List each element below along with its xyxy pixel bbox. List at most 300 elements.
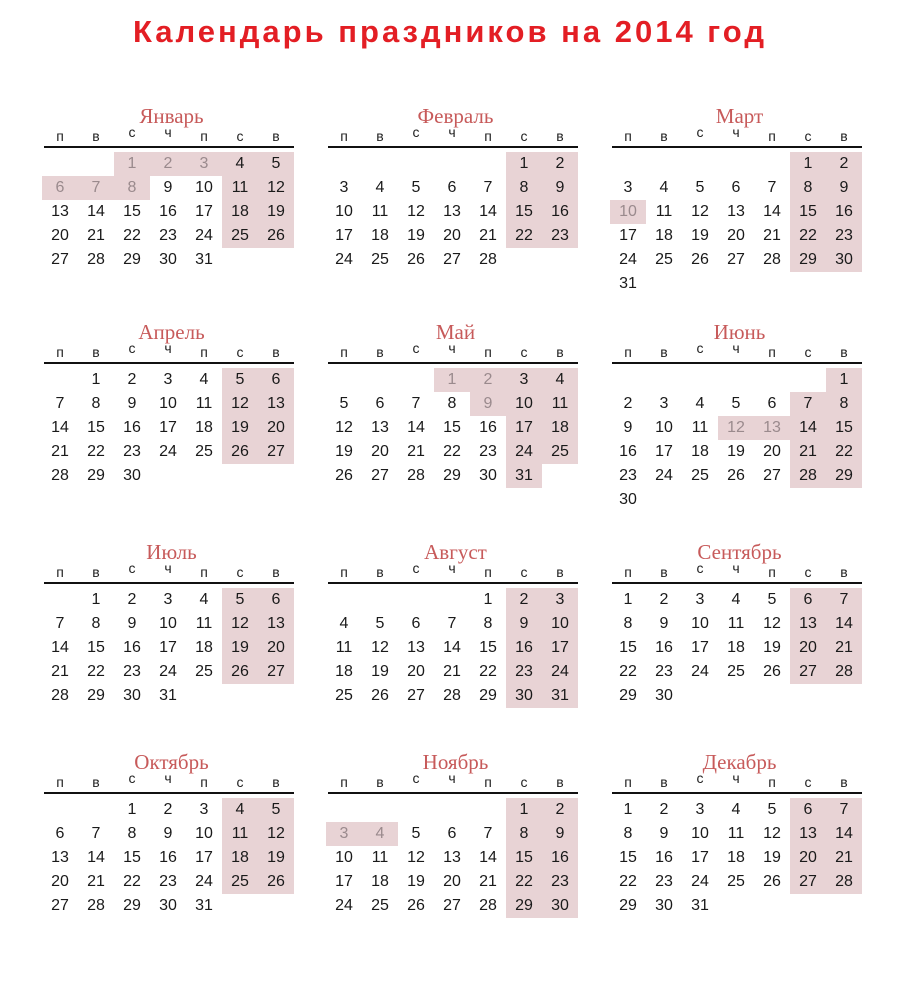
month-name: Ноябрь: [422, 750, 489, 774]
day-number: 28: [763, 251, 781, 268]
day-number: 9: [163, 179, 173, 196]
weekday-label: с: [236, 128, 244, 144]
weekday-label: п: [340, 774, 348, 790]
weekday-label: п: [768, 564, 776, 580]
holiday-day: 21: [799, 443, 817, 460]
weekday-label: с: [236, 344, 244, 360]
day-number: 22: [87, 443, 105, 460]
day-number: 2: [659, 801, 669, 818]
day-number: 25: [727, 663, 745, 680]
day-number: 15: [619, 849, 637, 866]
weekday-label: п: [200, 128, 208, 144]
day-number: 5: [375, 615, 385, 632]
weekday-label: с: [236, 564, 244, 580]
day-number: 31: [195, 897, 213, 914]
weekday-label: ч: [448, 560, 456, 576]
day-number: 24: [159, 663, 177, 680]
day-number: 22: [619, 873, 637, 890]
holiday-day: 23: [515, 663, 533, 680]
day-number: 25: [691, 467, 709, 484]
weekday-label: с: [804, 128, 812, 144]
holiday-day: 17: [515, 419, 533, 436]
day-number: 14: [479, 203, 497, 220]
day-number: 24: [195, 873, 213, 890]
day-number: 17: [195, 849, 213, 866]
weekday-label: в: [272, 128, 280, 144]
holiday-day: 20: [799, 849, 817, 866]
header-rule: [328, 792, 578, 794]
day-number: 13: [443, 203, 461, 220]
header-rule: [44, 792, 294, 794]
holiday-day: 1: [519, 155, 529, 172]
day-number: 7: [411, 395, 421, 412]
day-number: 29: [619, 897, 637, 914]
day-number: 3: [659, 395, 669, 412]
day-number: 11: [655, 203, 673, 220]
holiday-day: 19: [267, 849, 285, 866]
day-number: 22: [479, 663, 497, 680]
day-number: 9: [127, 615, 137, 632]
day-number: 14: [87, 849, 105, 866]
holiday-day: 12: [231, 615, 249, 632]
holiday-day: 2: [519, 591, 529, 608]
month-calendar: [328, 320, 583, 530]
month-calendar: [612, 104, 867, 314]
holiday-day: 30: [551, 897, 569, 914]
day-number: 9: [659, 825, 669, 842]
holiday-day: 6: [803, 801, 813, 818]
month-name: Июнь: [713, 320, 766, 344]
holiday-day: 2: [555, 801, 565, 818]
day-number: 12: [691, 203, 709, 220]
holiday-day: 15: [515, 203, 533, 220]
day-number: 20: [407, 663, 425, 680]
day-number: 1: [623, 591, 633, 608]
weekday-label: п: [624, 128, 632, 144]
month-name: Май: [435, 320, 476, 344]
weekday-label: ч: [164, 124, 172, 140]
holiday-day: 9: [483, 395, 493, 412]
header-rule: [612, 582, 862, 584]
month-name: Декабрь: [702, 750, 777, 774]
month-name: Март: [715, 104, 764, 128]
header-rule: [328, 582, 578, 584]
day-number: 4: [731, 591, 741, 608]
weekday-label: в: [556, 774, 564, 790]
day-number: 25: [195, 443, 213, 460]
weekday-label: п: [340, 128, 348, 144]
day-number: 21: [479, 873, 497, 890]
weekday-label: с: [696, 340, 704, 356]
day-number: 3: [695, 591, 705, 608]
day-number: 4: [375, 179, 385, 196]
day-number: 27: [727, 251, 745, 268]
holiday-day: 5: [235, 371, 245, 388]
day-number: 17: [691, 849, 709, 866]
day-number: 24: [691, 663, 709, 680]
weekday-label: п: [340, 344, 348, 360]
weekday-label: ч: [164, 340, 172, 356]
day-number: 26: [371, 687, 389, 704]
day-number: 3: [623, 179, 633, 196]
holiday-day: 22: [515, 227, 533, 244]
day-number: 11: [691, 419, 709, 436]
weekday-label: ч: [448, 770, 456, 786]
day-number: 14: [51, 639, 69, 656]
weekday-label: в: [660, 564, 668, 580]
day-number: 6: [767, 395, 777, 412]
day-number: 8: [623, 615, 633, 632]
day-number: 30: [159, 251, 177, 268]
day-number: 16: [123, 639, 141, 656]
holiday-day: 3: [199, 155, 209, 172]
day-number: 18: [371, 227, 389, 244]
holiday-day: 29: [515, 897, 533, 914]
day-number: 21: [479, 227, 497, 244]
header-rule: [44, 146, 294, 148]
weekday-label: ч: [448, 340, 456, 356]
day-number: 30: [479, 467, 497, 484]
day-number: 16: [655, 639, 673, 656]
holiday-day: 23: [835, 227, 853, 244]
day-number: 26: [763, 663, 781, 680]
holiday-day: 24: [515, 443, 533, 460]
day-number: 19: [727, 443, 745, 460]
weekday-label: в: [556, 128, 564, 144]
weekday-label: с: [412, 340, 420, 356]
day-number: 22: [87, 663, 105, 680]
weekday-label: п: [200, 774, 208, 790]
day-number: 13: [371, 419, 389, 436]
day-number: 15: [87, 419, 105, 436]
day-number: 11: [727, 825, 745, 842]
day-number: 30: [123, 467, 141, 484]
holiday-day: 26: [231, 663, 249, 680]
holiday-day: 12: [267, 179, 285, 196]
day-number: 4: [339, 615, 349, 632]
day-number: 7: [91, 825, 101, 842]
day-number: 2: [163, 801, 173, 818]
weekday-label: п: [768, 128, 776, 144]
holiday-day: 14: [835, 615, 853, 632]
month-calendar: [328, 750, 583, 960]
holiday-day: 9: [555, 825, 565, 842]
weekday-label: в: [660, 128, 668, 144]
month-name: Февраль: [417, 104, 494, 128]
day-number: 23: [123, 443, 141, 460]
day-number: 30: [655, 897, 673, 914]
holiday-day: 12: [267, 825, 285, 842]
holiday-day: 22: [515, 873, 533, 890]
month-calendar: [612, 540, 867, 750]
day-number: 26: [335, 467, 353, 484]
day-number: 1: [91, 371, 101, 388]
month-calendar: [44, 320, 299, 530]
holiday-day: 23: [551, 873, 569, 890]
holiday-day: 27: [267, 663, 285, 680]
day-number: 5: [695, 179, 705, 196]
day-number: 27: [51, 251, 69, 268]
page-title: Календарь праздников на 2014 год: [132, 14, 768, 49]
day-number: 17: [619, 227, 637, 244]
day-number: 20: [443, 873, 461, 890]
day-number: 8: [127, 825, 137, 842]
day-number: 29: [87, 687, 105, 704]
day-number: 14: [443, 639, 461, 656]
holiday-day: 10: [551, 615, 569, 632]
holiday-day: 14: [835, 825, 853, 842]
day-number: 31: [691, 897, 709, 914]
holiday-day: 5: [235, 591, 245, 608]
day-number: 17: [159, 639, 177, 656]
day-number: 20: [51, 873, 69, 890]
day-number: 10: [159, 615, 177, 632]
holiday-day: 1: [803, 155, 813, 172]
day-number: 10: [655, 419, 673, 436]
day-number: 8: [623, 825, 633, 842]
day-number: 16: [159, 203, 177, 220]
day-number: 1: [483, 591, 493, 608]
day-number: 26: [407, 897, 425, 914]
weekday-label: п: [56, 564, 64, 580]
holiday-day: 1: [839, 371, 849, 388]
day-number: 19: [763, 849, 781, 866]
weekday-label: в: [92, 774, 100, 790]
weekday-label: в: [840, 128, 848, 144]
weekday-label: ч: [164, 770, 172, 786]
day-number: 25: [335, 687, 353, 704]
day-number: 1: [623, 801, 633, 818]
weekday-label: п: [768, 344, 776, 360]
weekday-label: ч: [732, 560, 740, 576]
day-number: 8: [483, 615, 493, 632]
day-number: 23: [159, 873, 177, 890]
day-number: 30: [123, 687, 141, 704]
day-number: 10: [691, 825, 709, 842]
holiday-day: 19: [231, 419, 249, 436]
holiday-day: 24: [551, 663, 569, 680]
day-number: 30: [159, 897, 177, 914]
weekday-label: п: [200, 344, 208, 360]
day-number: 12: [371, 639, 389, 656]
day-number: 27: [51, 897, 69, 914]
day-number: 28: [479, 897, 497, 914]
month-name: Август: [424, 540, 487, 564]
day-number: 6: [447, 825, 457, 842]
day-number: 8: [91, 395, 101, 412]
holiday-day: 31: [551, 687, 569, 704]
day-number: 23: [123, 663, 141, 680]
day-number: 16: [619, 443, 637, 460]
month-name: Сентябрь: [697, 540, 782, 564]
holiday-day: 11: [231, 179, 249, 196]
holiday-day: 27: [267, 443, 285, 460]
holiday-day: 31: [515, 467, 533, 484]
holiday-day: 9: [555, 179, 565, 196]
day-number: 11: [195, 615, 213, 632]
weekday-label: с: [412, 770, 420, 786]
weekday-label: с: [804, 564, 812, 580]
day-number: 20: [443, 227, 461, 244]
day-number: 2: [127, 591, 137, 608]
weekday-label: п: [56, 128, 64, 144]
day-number: 2: [127, 371, 137, 388]
holiday-day: 12: [727, 419, 745, 436]
day-number: 5: [767, 591, 777, 608]
weekday-label: п: [624, 344, 632, 360]
month-calendar: [328, 104, 583, 314]
weekday-label: в: [272, 564, 280, 580]
day-number: 23: [655, 873, 673, 890]
header-rule: [612, 362, 862, 364]
holiday-day: 26: [267, 227, 285, 244]
month-calendar: [612, 320, 867, 530]
day-number: 31: [195, 251, 213, 268]
day-number: 26: [763, 873, 781, 890]
day-number: 4: [695, 395, 705, 412]
month-name: Октябрь: [134, 750, 209, 774]
weekday-label: в: [92, 564, 100, 580]
day-number: 24: [195, 227, 213, 244]
holiday-day: 2: [839, 155, 849, 172]
holiday-day: 26: [267, 873, 285, 890]
month-name: Январь: [139, 104, 204, 128]
day-number: 20: [371, 443, 389, 460]
day-number: 15: [87, 639, 105, 656]
holiday-day: 9: [839, 179, 849, 196]
weekday-label: п: [624, 774, 632, 790]
day-number: 19: [407, 227, 425, 244]
day-number: 13: [51, 849, 69, 866]
day-number: 3: [339, 179, 349, 196]
day-number: 24: [159, 443, 177, 460]
day-number: 3: [163, 591, 173, 608]
day-number: 11: [195, 395, 213, 412]
day-number: 5: [411, 825, 421, 842]
holiday-day: 15: [515, 849, 533, 866]
holiday-day: 3: [519, 371, 529, 388]
holiday-day: 29: [835, 467, 853, 484]
day-number: 4: [199, 591, 209, 608]
day-number: 3: [199, 801, 209, 818]
weekday-label: в: [376, 128, 384, 144]
holiday-day: 9: [519, 615, 529, 632]
day-number: 19: [335, 443, 353, 460]
holiday-day: 27: [799, 873, 817, 890]
holiday-day: 14: [799, 419, 817, 436]
holiday-day: 4: [375, 825, 385, 842]
weekday-label: в: [272, 774, 280, 790]
day-number: 6: [447, 179, 457, 196]
day-number: 7: [767, 179, 777, 196]
day-number: 7: [483, 179, 493, 196]
day-number: 17: [159, 419, 177, 436]
day-number: 24: [691, 873, 709, 890]
day-number: 18: [727, 639, 745, 656]
weekday-label: п: [484, 564, 492, 580]
day-number: 14: [763, 203, 781, 220]
holiday-day: 10: [515, 395, 533, 412]
holiday-day: 2: [555, 155, 565, 172]
holiday-day: 7: [91, 179, 101, 196]
weekday-label: в: [840, 564, 848, 580]
weekday-label: п: [768, 774, 776, 790]
holiday-day: 5: [271, 155, 281, 172]
holiday-day: 28: [835, 663, 853, 680]
holiday-day: 1: [447, 371, 457, 388]
holiday-day: 8: [519, 825, 529, 842]
day-number: 17: [195, 203, 213, 220]
day-number: 22: [123, 873, 141, 890]
day-number: 17: [335, 873, 353, 890]
holiday-day: 16: [551, 849, 569, 866]
day-number: 15: [479, 639, 497, 656]
weekday-label: с: [696, 560, 704, 576]
day-number: 1: [127, 801, 137, 818]
weekday-label: в: [92, 344, 100, 360]
day-number: 17: [691, 639, 709, 656]
holiday-day: 15: [835, 419, 853, 436]
holiday-day: 4: [555, 371, 565, 388]
holiday-day: 11: [551, 395, 569, 412]
header-rule: [44, 582, 294, 584]
day-number: 10: [691, 615, 709, 632]
day-number: 25: [195, 663, 213, 680]
header-rule: [328, 146, 578, 148]
holiday-day: 25: [551, 443, 569, 460]
day-number: 28: [443, 687, 461, 704]
holiday-day: 30: [835, 251, 853, 268]
weekday-label: с: [128, 560, 136, 576]
holiday-day: 6: [271, 591, 281, 608]
day-number: 13: [443, 849, 461, 866]
day-number: 27: [407, 687, 425, 704]
day-number: 26: [691, 251, 709, 268]
holiday-day: 5: [271, 801, 281, 818]
weekday-label: ч: [448, 124, 456, 140]
holiday-day: 7: [839, 801, 849, 818]
day-number: 14: [87, 203, 105, 220]
day-number: 21: [407, 443, 425, 460]
weekday-label: п: [484, 774, 492, 790]
day-number: 9: [623, 419, 633, 436]
holiday-day: 8: [839, 395, 849, 412]
holiday-day: 7: [839, 591, 849, 608]
day-number: 18: [371, 873, 389, 890]
month-calendar: [44, 540, 299, 750]
holiday-day: 2: [483, 371, 493, 388]
holiday-day: 19: [267, 203, 285, 220]
holiday-day: 30: [515, 687, 533, 704]
day-number: 11: [727, 615, 745, 632]
weekday-label: в: [556, 344, 564, 360]
day-number: 11: [371, 203, 389, 220]
month-calendar: [328, 540, 583, 750]
day-number: 25: [371, 897, 389, 914]
day-number: 28: [87, 897, 105, 914]
holiday-day: 21: [835, 639, 853, 656]
holiday-day: 8: [519, 179, 529, 196]
holiday-day: 20: [267, 639, 285, 656]
weekday-label: в: [272, 344, 280, 360]
holiday-day: 1: [519, 801, 529, 818]
month-calendar: [44, 750, 299, 960]
holiday-day: 12: [231, 395, 249, 412]
weekday-label: с: [804, 344, 812, 360]
holiday-day: 18: [231, 849, 249, 866]
holiday-day: 17: [551, 639, 569, 656]
holiday-day: 28: [799, 467, 817, 484]
